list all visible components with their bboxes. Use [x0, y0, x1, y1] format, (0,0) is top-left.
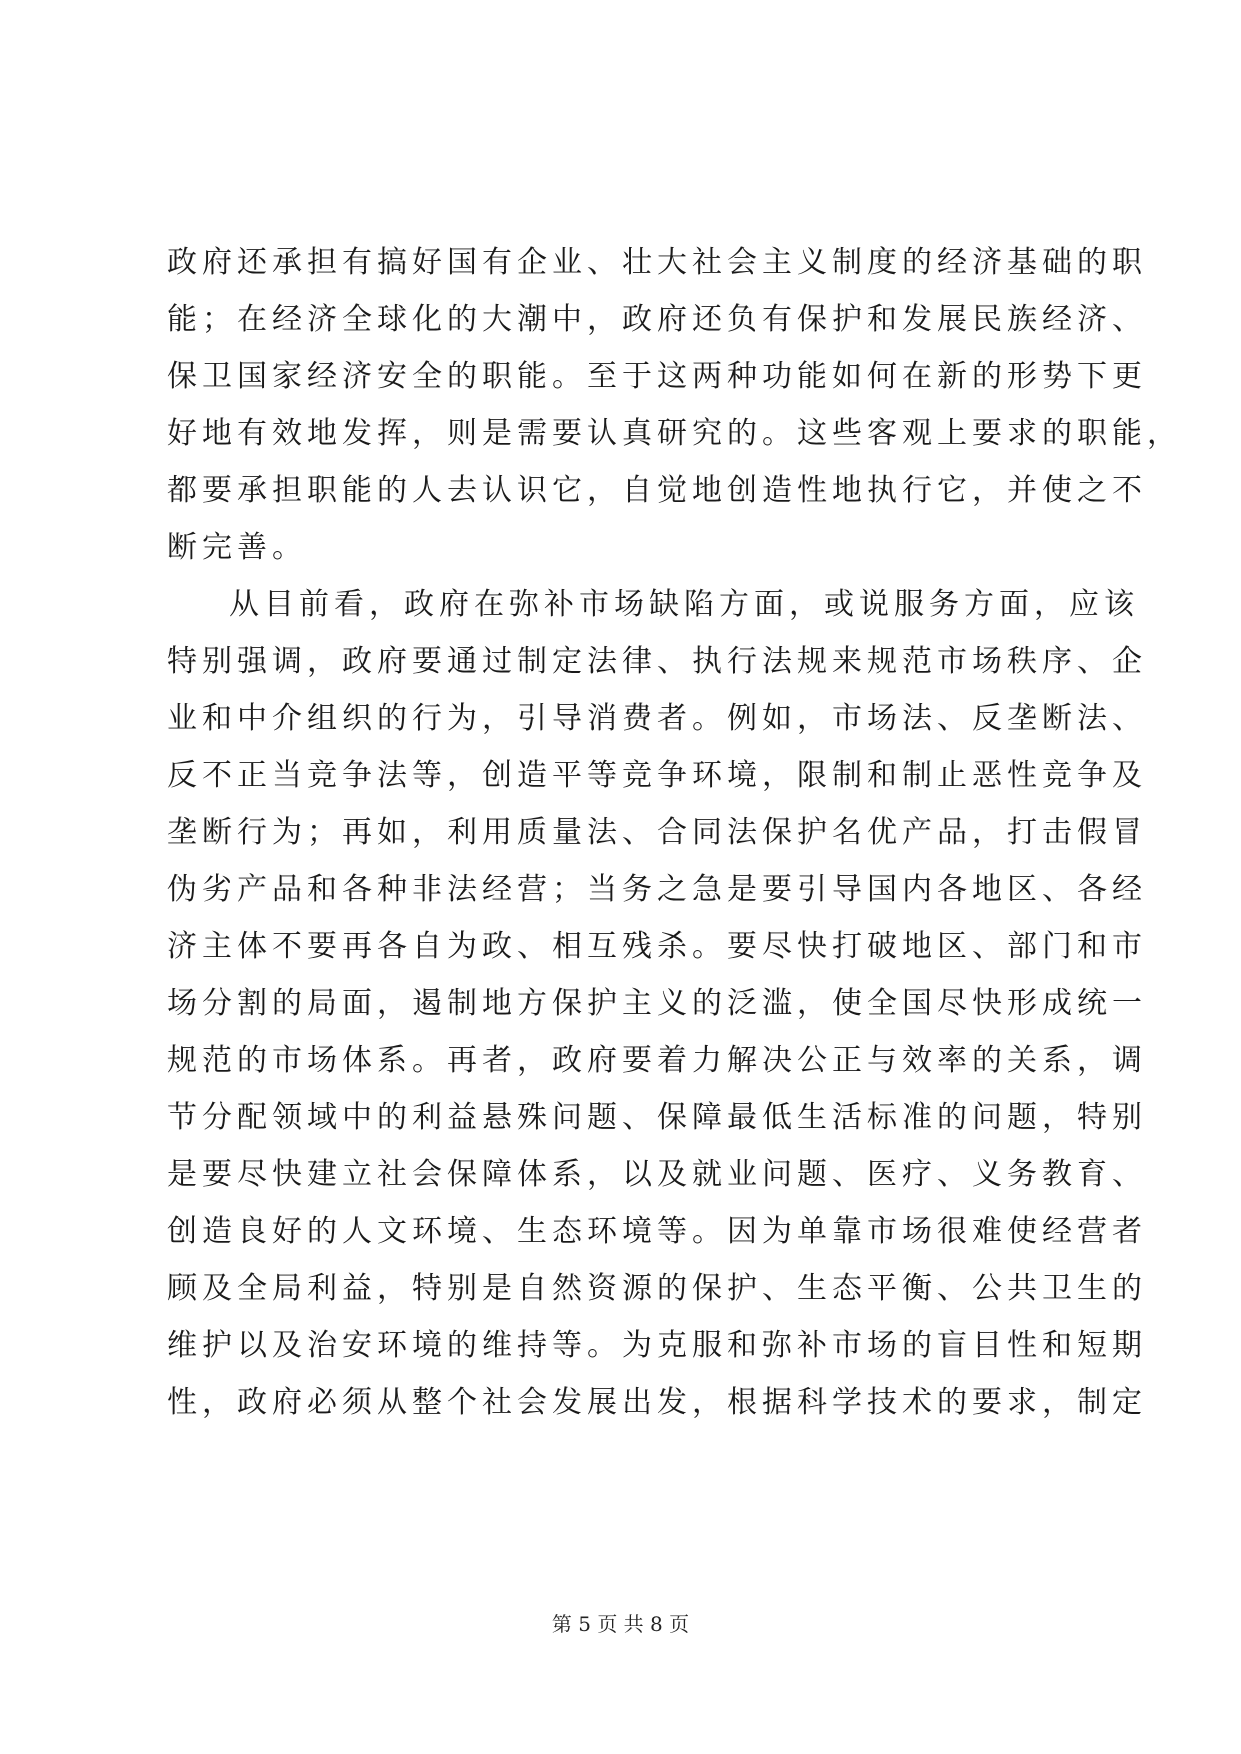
text-line: 创造良好的人文环境、生态环境等。因为单靠市场很难使经营者	[167, 1214, 1147, 1249]
text-line: 反不正当竞争法等，创造平等竞争环境，限制和制止恶性竞争及	[167, 758, 1147, 793]
text-line: 伪劣产品和各种非法经营；当务之急是要引导国内各地区、各经	[167, 872, 1147, 907]
text-line: 政府还承担有搞好国有企业、壮大社会主义制度的经济基础的职	[167, 245, 1147, 280]
text-line: 济主体不要再各自为政、相互残杀。要尽快打破地区、部门和市	[167, 929, 1147, 964]
text-line: 保卫国家经济安全的职能。至于这两种功能如何在新的形势下更	[167, 359, 1147, 394]
text-line: 垄断行为；再如，利用质量法、合同法保护名优产品，打击假冒	[167, 815, 1147, 850]
text-line: 性，政府必须从整个社会发展出发，根据科学技术的要求，制定	[167, 1385, 1147, 1420]
text-line: 顾及全局利益，特别是自然资源的保护、生态平衡、公共卫生的	[167, 1271, 1147, 1306]
text-line: 都要承担职能的人去认识它，自觉地创造性地执行它，并使之不	[167, 473, 1147, 508]
text-line: 规范的市场体系。再者，政府要着力解决公正与效率的关系，调	[167, 1043, 1147, 1078]
text-line: 特别强调，政府要通过制定法律、执行法规来规范市场秩序、企	[167, 644, 1147, 679]
page-number-footer: 第 5 页 共 8 页	[551, 1612, 690, 1636]
text-line: 好地有效地发挥，则是需要认真研究的。这些客观上要求的职能，	[167, 416, 1182, 451]
text-line: 维护以及治安环境的维持等。为克服和弥补市场的盲目性和短期	[167, 1328, 1147, 1363]
text-line: 场分割的局面，遏制地方保护主义的泛滥，使全国尽快形成统一	[167, 986, 1147, 1021]
text-line: 节分配领域中的利益悬殊问题、保障最低生活标准的问题，特别	[167, 1100, 1147, 1135]
text-line: 业和中介组织的行为，引导消费者。例如，市场法、反垄断法、	[167, 701, 1147, 736]
text-line: 断完善。	[167, 530, 307, 565]
text-line: 是要尽快建立社会保障体系，以及就业问题、医疗、义务教育、	[167, 1157, 1147, 1192]
paragraph-first-line: 从目前看，政府在弥补市场缺陷方面，或说服务方面，应该	[229, 587, 1139, 622]
text-line: 能；在经济全球化的大潮中，政府还负有保护和发展民族经济、	[167, 302, 1147, 337]
body-text	[167, 234, 1182, 1431]
